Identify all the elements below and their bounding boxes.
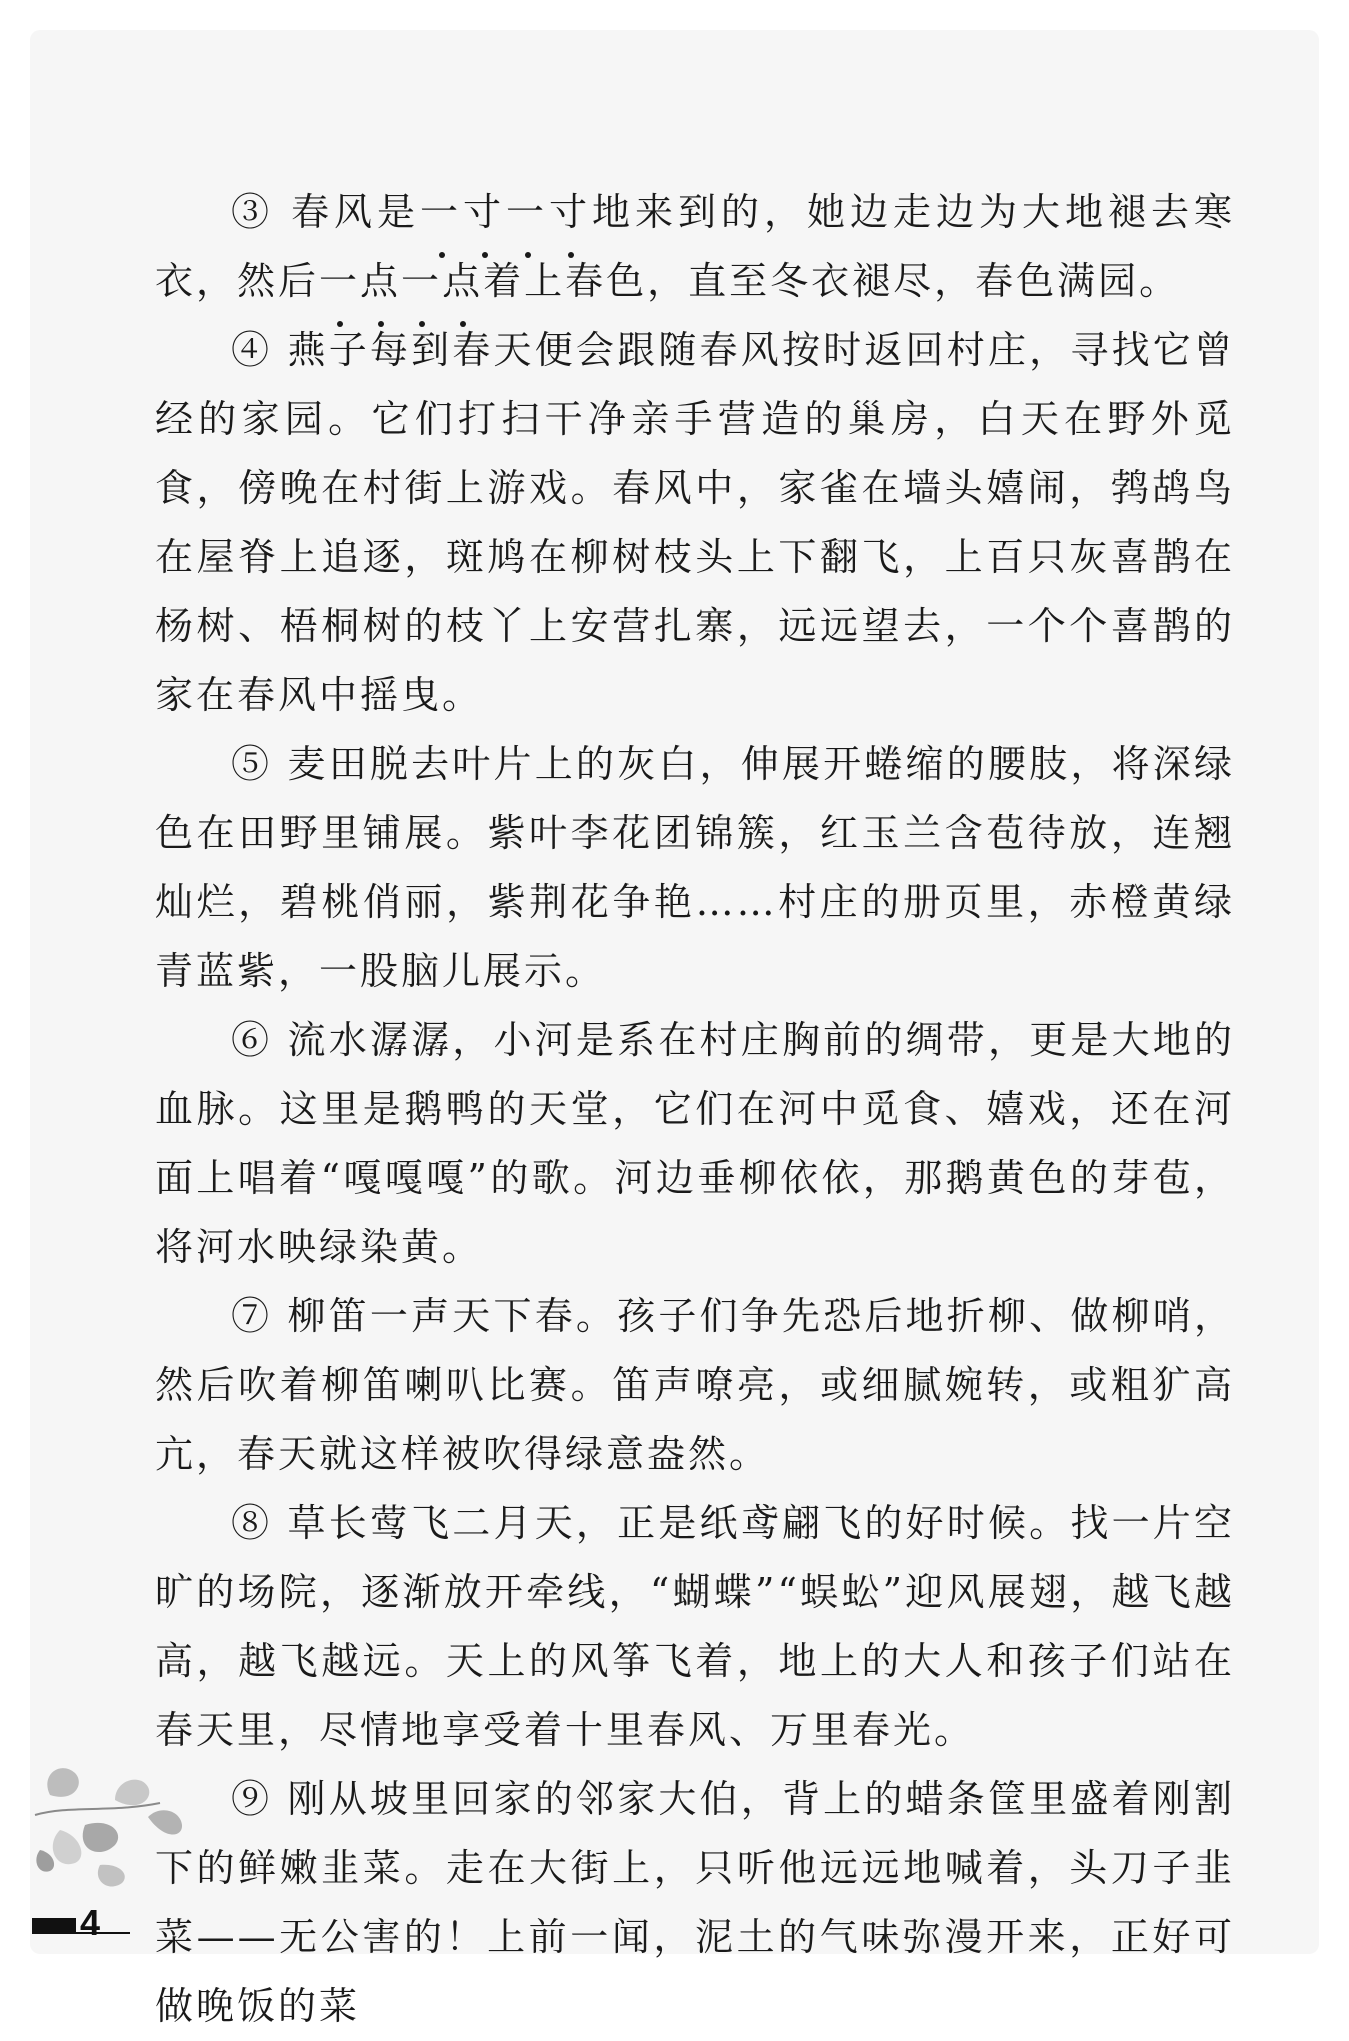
emphasis-char: 点	[442, 259, 484, 303]
emphasis-char: 一	[420, 190, 464, 234]
paragraph-4: ④ 燕子每到春天便会跟随春风按时返回村庄，寻找它曾经的家园。它们打扫干净亲手营造的巢房，白天在野外觅食，傍晚在村街上游戏。春风中，家雀在墙头嬉闹，鹁鸪鸟在屋脊上追逐，斑鸠在柳树枝头上下翻飞，上百只灰喜鹊在杨树、梧桐树的枝丫上安营扎寨，远远望去，一个个喜鹊的家在春风中摇曳。	[155, 328, 1235, 717]
emphasis-char: 一	[506, 190, 550, 234]
paragraph-3-mid: 地来到的，她边走边为大地褪去寒衣，然后	[155, 190, 1235, 303]
book-page	[30, 30, 1319, 2028]
paragraph-6: ⑥ 流水潺潺，小河是系在村庄胸前的绸带，更是大地的血脉。这里是鹅鸭的天堂，它们在河中觅食、嬉戏，还在河面上唱着“嘎嘎嘎”的歌。河边垂柳依依，那鹅黄色的芽苞，将河水映绿染黄。	[155, 1018, 1235, 1269]
paragraph-8: ⑧ 草长莺飞二月天，正是纸鸢翩飞的好时候。找一片空旷的场院，逐渐放开牵线，“蝴蝶”“蜈蚣”迎风展翅，越飞越高，越飞越远。天上的风筝飞着，地上的大人和孩子们站在春天里，尽情地享受着十里春风、万里春光。	[155, 1501, 1235, 1752]
emphasis-char: 寸	[549, 190, 593, 234]
emphasis-char: 一	[319, 259, 361, 303]
paragraph-3-tail: 着上春色，直至冬衣褪尽，春色满园。	[483, 259, 1181, 303]
body-text	[155, 178, 1235, 2041]
leaf-branch-icon	[30, 1755, 200, 1895]
emphasis-char: 一	[401, 259, 443, 303]
emphasis-char: 寸	[463, 190, 507, 234]
paragraph-7: ⑦ 柳笛一声天下春。孩子们争先恐后地折柳、做柳哨，然后吹着柳笛喇叭比赛。笛声嘹亮，或细腻婉转，或粗犷高亢，春天就这样被吹得绿意盎然。	[155, 1294, 1235, 1476]
paragraph-3	[155, 178, 1235, 316]
emphasis-char: 点	[360, 259, 402, 303]
paragraph-5: ⑤ 麦田脱去叶片上的灰白，伸展开蜷缩的腰肢，将深绿色在田野里铺展。紫叶李花团锦簇，红玉兰含苞待放，连翘灿烂，碧桃俏丽，紫荆花争艳……村庄的册页里，赤橙黄绿青蓝紫，一股脑儿展示。	[155, 742, 1235, 993]
page-number: 4	[80, 1902, 101, 1943]
paragraph-3-lead: ③ 春风是	[231, 190, 421, 234]
paragraph-9: ⑨ 刚从坡里回家的邻家大伯，背上的蜡条筐里盛着刚割下的鲜嫩韭菜。走在大街上，只听他远远地喊着，头刀子韭菜——无公害的！上前一闻，泥土的气味弥漫开来，正好可做晚饭的菜	[155, 1777, 1235, 2028]
